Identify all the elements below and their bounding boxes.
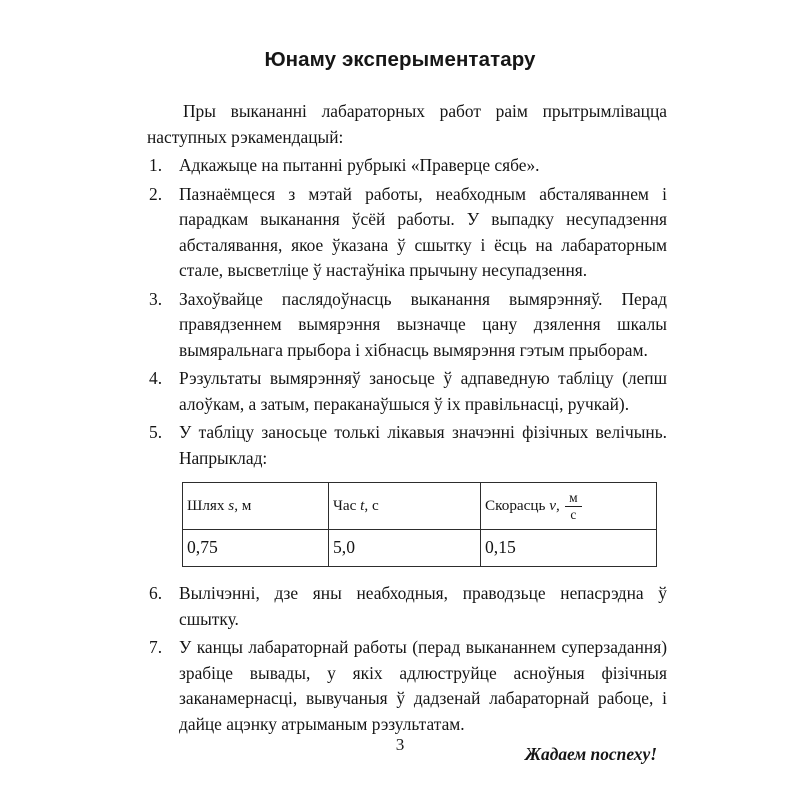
header-variable: t: [360, 497, 365, 515]
list-item-text: У табліцу заносьце толькі лікавыя значэнні фізічных велічынь. Напрыклад:: [179, 422, 667, 468]
list-item-text: Пазнаёмцеся з мэтай работы, неабходным абсталяваннем і парадкам выканання ўсёй работы. У выпадку несупадзення абсталявання, якое ўказана ў сшытку і ёсць на лабараторным стале, высветліце ў настаўніка прычыну несупадзення.: [179, 183, 667, 280]
closing-wish: Жадаем поспеху!: [525, 744, 657, 764]
table-header-cell-speed: [481, 483, 657, 530]
list-item-text: Захоўвайце паслядоўнасць выканання вымярэнняў. Перад правядзеннем вымярэння вызначце цану дзялення шкалы вымяральнага прыбора і хібнасць вымярэння гэтым прыборам.: [179, 288, 667, 360]
list-item-number: 5.: [149, 422, 163, 442]
example-table: [182, 482, 657, 567]
header-variable: v: [549, 497, 557, 515]
table-row: [183, 530, 657, 567]
intro-paragraph: Пры выкананні лабараторных работ раім прытрымлівацца наступных рэкамендацый:: [147, 101, 667, 147]
page-number: 3: [395, 735, 405, 754]
list-item-number: 7.: [149, 637, 163, 657]
recommendations-list: [147, 153, 667, 737]
page-title: Юнаму эксперыментатару: [264, 48, 536, 71]
list-item: [147, 581, 667, 632]
table-cell-speed-value: 0,15: [481, 530, 657, 567]
list-item-text: У канцы лабараторнай работы (перад выкананнем суперзадання) зрабіце вывады, у якіх адлюструйце асноўныя фізічныя заканамернасці, вывучаныя ў дадзенай лабараторнай рабоце, і дайце ацэнку атрыманым рэзультатам.: [179, 637, 667, 734]
fraction-denominator: с: [570, 506, 577, 522]
unit-fraction: [565, 491, 582, 521]
example-table-wrapper: [182, 482, 656, 567]
list-item: [147, 287, 667, 364]
page-content: [133, 72, 667, 765]
fraction-numerator: м: [569, 490, 578, 506]
header-unit: ,: [556, 497, 560, 515]
table-header-cell-path: [183, 483, 329, 530]
list-item-number: 3.: [149, 288, 163, 309]
list-item-number: 2.: [149, 183, 163, 204]
list-item: [147, 635, 667, 737]
list-item-text: Вылічэнні, дзе яны неабходныя, праводзьце непасрэдна ў сшытку.: [179, 583, 667, 629]
list-item-text: Адкажыце на пытанні рубрыкі «Праверце сябе».: [179, 155, 540, 175]
list-item: [147, 153, 667, 179]
header-unit: , м: [234, 497, 252, 515]
list-item: [147, 366, 667, 417]
header-variable: s: [228, 497, 235, 515]
list-item-text: Рэзультаты вымярэнняў заносьце ў адпаведную табліцу (лепш алоўкам, а затым, пераканаўшыся ў іх правільнасці, ручкай).: [179, 368, 667, 414]
header-label: Час: [333, 497, 357, 515]
list-item-number: 1.: [149, 155, 163, 175]
header-label: Шлях: [187, 497, 225, 515]
table-header-cell-time: [329, 483, 481, 530]
table-header-row: [183, 483, 657, 530]
header-unit: , с: [364, 497, 379, 515]
table-cell-path-value: 0,75: [183, 530, 329, 567]
header-label: Скорасць: [485, 497, 546, 515]
list-item-number: 4.: [149, 368, 163, 388]
table-cell-time-value: 5,0: [329, 530, 481, 567]
list-item: [147, 420, 667, 567]
list-item-number: 6.: [149, 583, 163, 603]
list-item: [147, 182, 667, 284]
